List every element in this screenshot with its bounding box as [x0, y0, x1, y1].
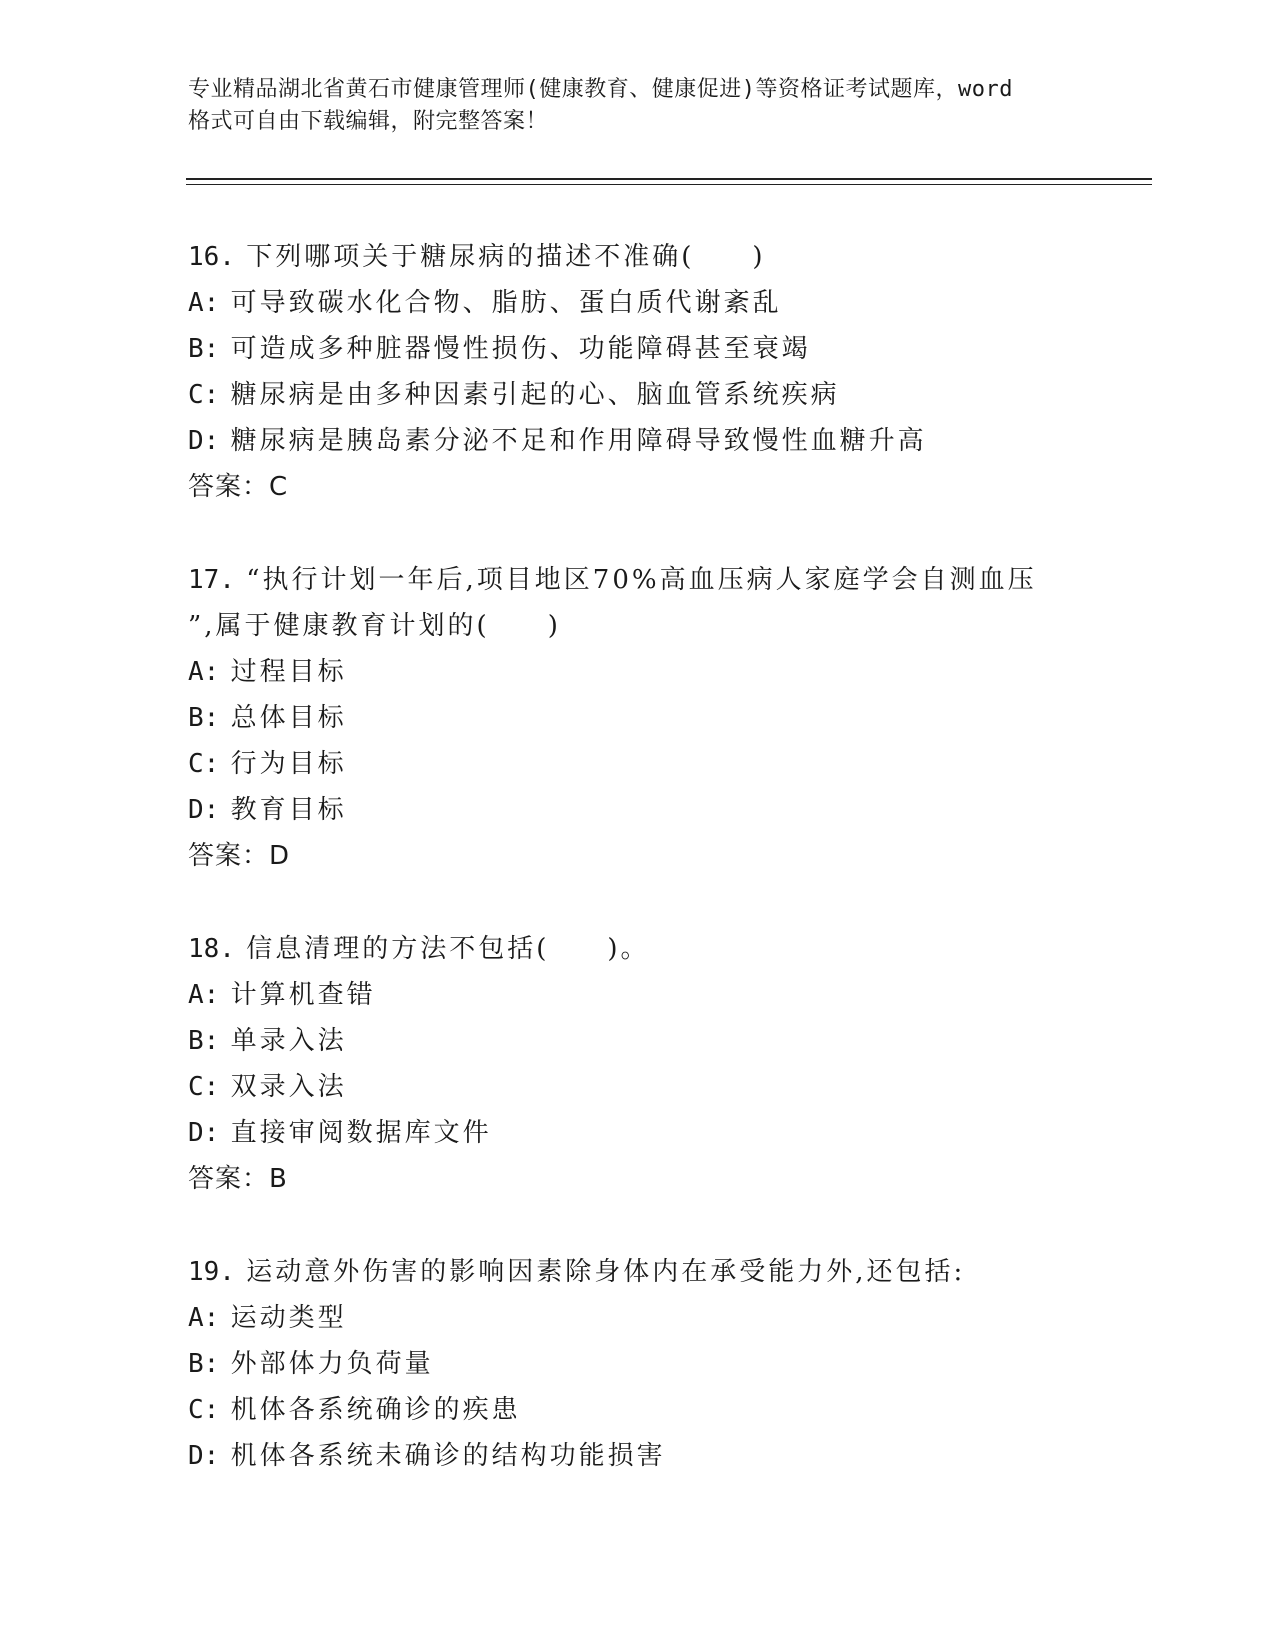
- header-rule-thin: [186, 184, 1152, 185]
- answer: 答案：D: [188, 841, 291, 871]
- option-text: 行为目标: [230, 749, 347, 779]
- question-text: 下列哪项关于糖尿病的描述不准确( ): [246, 242, 766, 272]
- option-label: D:: [188, 795, 220, 825]
- option-text: 可导致碳水化合物、脂肪、蛋白质代谢紊乱: [230, 288, 782, 318]
- question-stem: [188, 926, 1148, 972]
- document-header: [188, 74, 1088, 138]
- option-label: A:: [188, 288, 220, 318]
- question-number: 16.: [188, 242, 235, 272]
- option-label: D:: [188, 1441, 220, 1471]
- option-text: 双录入法: [230, 1072, 347, 1102]
- option-text: 教育目标: [230, 795, 347, 825]
- option-c: [188, 372, 1148, 418]
- option-text: 糖尿病是由多种因素引起的心、脑血管系统疾病: [230, 380, 840, 410]
- option-a: [188, 972, 1148, 1018]
- question-text: 信息清理的方法不包括( )。: [246, 934, 650, 964]
- question-18: [188, 926, 1148, 1202]
- question-19: [188, 1249, 1148, 1479]
- question-number: 17.: [188, 565, 235, 595]
- option-text: 直接审阅数据库文件: [230, 1118, 492, 1148]
- option-text: 过程目标: [230, 657, 347, 687]
- header-line-2: 格式可自由下载编辑，附完整答案！: [188, 109, 549, 134]
- question-17: [188, 557, 1148, 879]
- option-label: A:: [188, 657, 220, 687]
- option-label: B:: [188, 1026, 220, 1056]
- option-text: 糖尿病是胰岛素分泌不足和作用障碍导致慢性血糖升高: [230, 426, 927, 456]
- option-text: 机体各系统确诊的疾患: [230, 1395, 521, 1425]
- option-label: A:: [188, 1303, 220, 1333]
- option-text: 机体各系统未确诊的结构功能损害: [230, 1441, 666, 1471]
- option-a: [188, 649, 1148, 695]
- option-a: [188, 1295, 1148, 1341]
- option-b: [188, 1341, 1148, 1387]
- option-label: C:: [188, 1395, 220, 1425]
- option-d: [188, 787, 1148, 833]
- option-c: [188, 741, 1148, 787]
- option-label: B:: [188, 334, 220, 364]
- option-c: [188, 1387, 1148, 1433]
- question-stem: [188, 1249, 1148, 1295]
- question-number: 18.: [188, 934, 235, 964]
- option-label: C:: [188, 749, 220, 779]
- option-text: 外部体力负荷量: [230, 1349, 434, 1379]
- question-stem: [188, 557, 1148, 603]
- option-c: [188, 1064, 1148, 1110]
- option-label: D:: [188, 1118, 220, 1148]
- option-label: B:: [188, 1349, 220, 1379]
- question-text: 运动意外伤害的影响因素除身体内在承受能力外,还包括:: [246, 1257, 966, 1287]
- option-text: 总体目标: [230, 703, 347, 733]
- option-b: [188, 326, 1148, 372]
- question-text-continued: ”,属于健康教育计划的( ): [188, 611, 561, 641]
- question-16: [188, 234, 1148, 510]
- option-d: [188, 1433, 1148, 1479]
- option-b: [188, 695, 1148, 741]
- option-d: [188, 1110, 1148, 1156]
- question-text: “执行计划一年后,项目地区70%高血压病人家庭学会自测血压: [246, 565, 1037, 595]
- answer: 答案：C: [188, 472, 289, 502]
- option-label: C:: [188, 1072, 220, 1102]
- option-label: B:: [188, 703, 220, 733]
- option-a: [188, 280, 1148, 326]
- option-b: [188, 1018, 1148, 1064]
- question-number: 19.: [188, 1257, 235, 1287]
- header-rule-thick: [186, 178, 1152, 180]
- header-line-1: 专业精品湖北省黄石市健康管理师(健康教育、健康促进)等资格证考试题库，word: [188, 77, 1013, 102]
- option-label: C:: [188, 380, 220, 410]
- question-stem: [188, 234, 1148, 280]
- option-label: A:: [188, 980, 220, 1010]
- option-text: 可造成多种脏器慢性损伤、功能障碍甚至衰竭: [230, 334, 811, 364]
- option-d: [188, 418, 1148, 464]
- question-list: [188, 234, 1148, 1526]
- option-text: 计算机查错: [230, 980, 376, 1010]
- answer: 答案：B: [188, 1164, 288, 1194]
- option-label: D:: [188, 426, 220, 456]
- option-text: 运动类型: [230, 1303, 347, 1333]
- option-text: 单录入法: [230, 1026, 347, 1056]
